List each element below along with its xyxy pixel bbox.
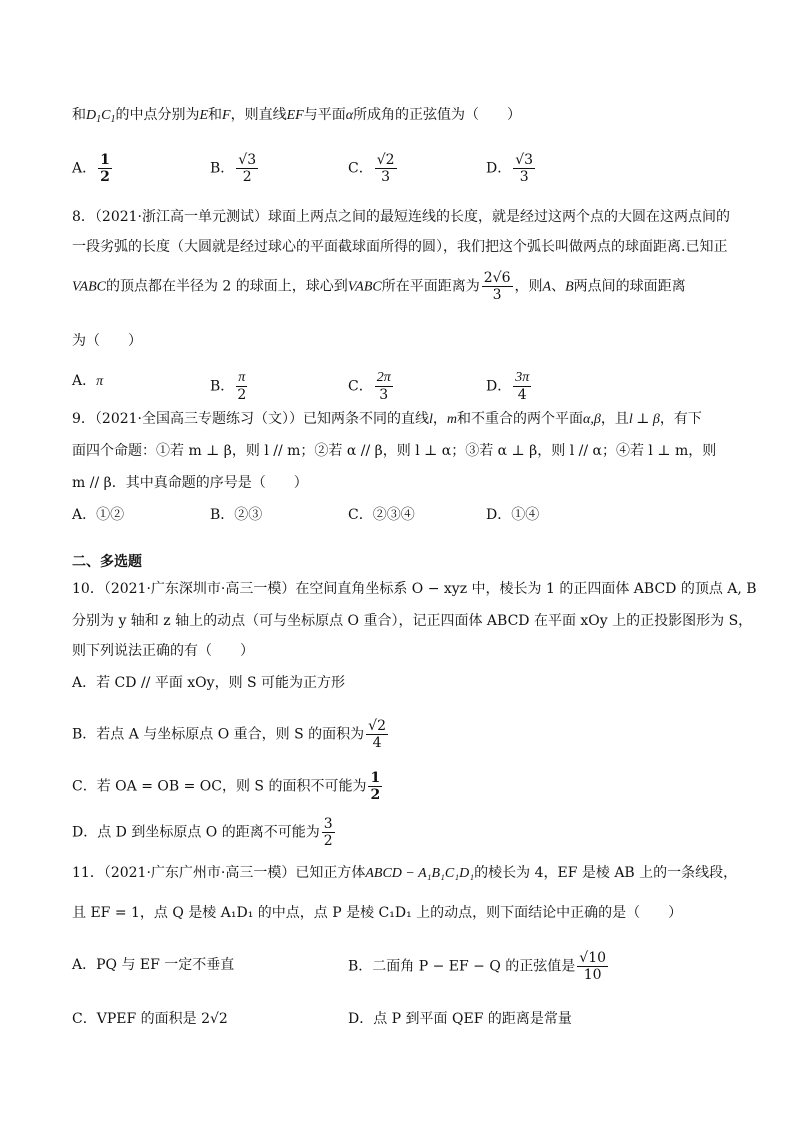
option-text: B．若点 A 与坐标原点 O 重合，则 S 的面积为: [72, 726, 365, 743]
q9-line1: [72, 408, 702, 431]
option-label: C．: [348, 378, 373, 395]
denominator: 3: [381, 169, 391, 185]
fraction: [375, 152, 397, 185]
q8-text: 两点间的球面距离: [573, 278, 686, 295]
numerator: √2: [376, 152, 395, 168]
q9-text: 和不重合的两个平面: [457, 411, 584, 427]
q8-text: 、: [551, 278, 566, 295]
option-label: D．: [486, 378, 512, 395]
q7-option-c: [348, 152, 399, 185]
option-text: B．二面角 P − EF − Q 的正弦值是: [348, 958, 576, 975]
denominator: 2: [323, 833, 333, 849]
q7-option-d: [486, 152, 537, 185]
q8-text: 的顶点都在半径为 2 的球面上，球心到: [105, 278, 348, 295]
q7-text: ，则直线: [230, 107, 287, 123]
numerator: 1: [370, 770, 381, 786]
option-value: ①④: [511, 507, 540, 523]
q7-alpha: α: [345, 108, 354, 123]
q7-text: 的中点分别为: [115, 107, 200, 123]
cube-name: ABCD − A₁B₁C₁D₁: [365, 866, 475, 881]
numerator: √3: [238, 152, 257, 168]
q9-option-a: [72, 504, 124, 526]
q10-line1: 10．（2021·广东深圳市·高三一模）在空间直角坐标系 O − xyz 中，棱长为 1 的正四面体 ABCD 的顶点 A, B: [72, 581, 757, 597]
q7-option-b: [210, 152, 260, 185]
q10-option-b: [72, 718, 390, 751]
q9-text: ，且: [600, 411, 629, 427]
q8-text: 所在平面距离为: [381, 278, 480, 295]
option-value: ②③④: [372, 507, 415, 523]
q8-line4: 为（ ）: [72, 333, 142, 349]
line-m: m: [446, 412, 458, 427]
q8-option-b: [210, 370, 249, 403]
numerator: 2√6: [483, 270, 511, 286]
numerator: √3: [515, 152, 534, 168]
q11-line2: 且 EF = 1，点 Q 是棱 A₁D₁ 的中点，点 P 是棱 C₁D₁ 上的动点，则下面结论中正确的是（ ）: [72, 905, 683, 921]
q7-option-a: [72, 152, 114, 185]
option-label: D．: [486, 507, 512, 523]
q10-option-d: [72, 816, 337, 849]
q11-option-b: [348, 950, 610, 983]
option-value: ①②: [96, 507, 125, 523]
option-value: π: [96, 374, 104, 389]
q8-line1: 8．（2021·浙江高一单元测试）球面上两点之间的最短连线的长度，就是经过这两个点的大圆在这两点间的: [72, 209, 730, 225]
q11-option-a: A．PQ 与 EF 一定不垂直: [72, 957, 235, 973]
fraction: [577, 950, 608, 983]
fraction: [513, 152, 535, 185]
fraction: [98, 152, 112, 185]
option-label: C．: [348, 160, 373, 177]
denominator: 2: [242, 169, 252, 185]
q9-line3: m // β．其中真命题的序号是（ ）: [72, 475, 308, 491]
fraction: [236, 152, 258, 185]
q9-option-c: [348, 504, 415, 526]
option-value: ②③: [234, 507, 263, 523]
q9-text: 9．（2021·全国高三专题练习（文））已知两条不同的直线: [72, 411, 429, 427]
q8-option-d: [486, 370, 533, 403]
option-label: B．: [210, 507, 235, 523]
denominator: 3: [492, 287, 502, 303]
q10-option-a: A．若 CD // 平面 xOy，则 S 可能为正方形: [72, 675, 346, 691]
numerator: √2: [368, 718, 386, 734]
point-b: B: [565, 279, 574, 295]
fraction: [236, 370, 247, 403]
denominator: 2: [100, 169, 110, 185]
denominator: 3: [519, 169, 529, 185]
triangle-abc: VABC: [72, 279, 106, 295]
line-l: l: [429, 412, 433, 427]
q9-text: ，有下: [659, 411, 702, 427]
q11-text: 的棱长为 4，EF 是棱 AB 上的一条线段，: [474, 865, 738, 881]
denominator: 2: [237, 387, 247, 403]
q8-option-c: [348, 370, 395, 403]
denominator: 3: [379, 387, 389, 403]
q8-option-a: [72, 370, 103, 393]
triangle-abc: VABC: [347, 279, 382, 295]
q7-text: 与平面: [303, 107, 346, 123]
denominator: 10: [583, 967, 602, 983]
option-text: D．点 D 到坐标原点 O 的距离不可能为: [72, 824, 320, 841]
fraction: [375, 370, 393, 403]
fraction: [368, 770, 382, 803]
q7-d1c1: $D_1C_1$: [86, 108, 116, 125]
q7-ef: EF: [286, 108, 304, 123]
fraction: [513, 370, 531, 403]
q9-option-b: [210, 504, 262, 526]
option-label: D．: [486, 160, 512, 177]
denominator: 2: [370, 787, 381, 803]
q7-text: 和: [208, 107, 223, 123]
option-label: C．: [348, 507, 373, 523]
numerator: 1: [100, 152, 110, 168]
option-label: A．: [72, 373, 97, 389]
q11-option-c: C．VPEF 的面积是 2√2: [72, 1011, 228, 1027]
denominator: 4: [517, 387, 527, 403]
q7-stem: [72, 104, 521, 131]
numerator: 3π: [515, 370, 530, 385]
q7-text: 所成角的正弦值为（ ）: [353, 107, 522, 123]
q11-option-d: D．点 P 到平面 QEF 的距离是常量: [348, 1011, 572, 1027]
q9-line2: 面四个命题：①若 m ⊥ β，则 l // m；②若 α // β，则 l ⊥ α；③若 α ⊥ β，则 l // α；④若 l ⊥ m，则: [72, 443, 717, 459]
numerator: √10: [579, 950, 607, 966]
q7-e: E: [199, 108, 209, 123]
q8-text: ，则: [514, 278, 543, 295]
q10-line3: 则下列说法正确的有（ ）: [72, 643, 254, 659]
planes-alpha-beta: α,β: [583, 412, 601, 427]
numerator: 2π: [376, 370, 391, 385]
numerator: 3: [323, 816, 333, 832]
point-a: A: [542, 279, 552, 295]
q9-option-d: [486, 504, 539, 526]
q10-line2: 分别为 y 轴和 z 轴上的动点（可与坐标原点 O 重合），记正四面体 ABCD 在平面 xOy 上的正投影图形为 S，: [72, 613, 753, 629]
fraction: [366, 718, 388, 751]
option-label: A．: [72, 160, 97, 177]
option-text: C．若 OA = OB = OC，则 S 的面积不可能为: [72, 778, 367, 795]
q9-text: ，: [432, 411, 447, 427]
fraction: [322, 816, 335, 849]
option-label: A．: [72, 507, 97, 523]
q11-text: 11．（2021·广东广州市·高三一模）已知正方体: [72, 865, 366, 881]
q10-option-c: [72, 770, 384, 803]
l-perp-beta: l ⊥ β: [628, 412, 660, 427]
q7-text: 和: [72, 107, 86, 123]
numerator: π: [238, 370, 246, 385]
fraction: [482, 270, 513, 303]
q8-line2: 一段劣弧的长度（大圆就是经过球心的平面截球面所得的圆），我们把这个弧长叫做两点的球面距离.已知正: [72, 239, 728, 255]
q7-f: F: [222, 108, 231, 123]
q11-line1: [72, 862, 737, 885]
option-label: B．: [210, 378, 235, 395]
option-label: B．: [210, 160, 235, 177]
section-title: 二、多选题: [72, 554, 142, 570]
denominator: 4: [372, 735, 382, 751]
q8-line3: [72, 270, 686, 303]
